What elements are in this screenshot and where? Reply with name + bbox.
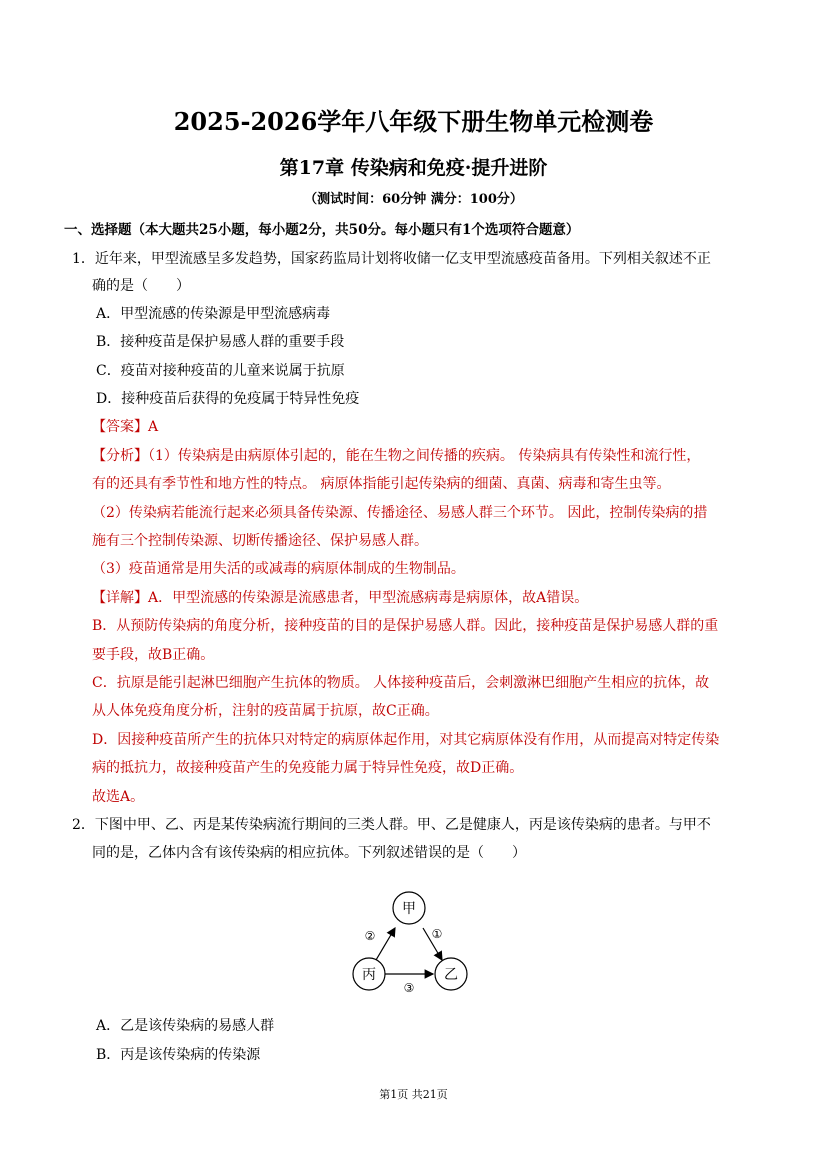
q2-stem-line1: 2．下图中甲、乙、丙是某传染病流行期间的三类人群。甲、乙是健康人，丙是该传染病的患者。与甲不 (72, 817, 711, 833)
node-jia-label: 甲 (402, 901, 416, 917)
page-number: 第1页 共21页 (379, 1088, 448, 1101)
transmission-diagram (340, 888, 480, 998)
node-bing-label: 丙 (362, 967, 376, 983)
edge-label-3: ③ (403, 981, 415, 995)
q1-option-b: B．接种疫苗是保护易感人群的重要手段 (96, 334, 345, 350)
q1-stem-line2: 确的是（ ） (92, 278, 190, 294)
q1-detail-line: 要手段，故B正确。 (92, 647, 215, 663)
q1-detail-line: 从人体免疫角度分析，注射的疫苗属于抗原，故C正确。 (92, 703, 439, 719)
q1-option-a: A．甲型流感的传染源是甲型流感病毒 (96, 306, 331, 322)
chapter-subtitle: 第17章 传染病和免疫·提升进阶 (279, 157, 548, 179)
q1-option-d: D．接种疫苗后获得的免疫属于特异性免疫 (96, 391, 360, 407)
q1-answer: 【答案】A (92, 419, 159, 435)
q2-stem-line2: 同的是，乙体内含有该传染病的相应抗体。下列叙述错误的是（ ） (92, 845, 526, 861)
q1-detail-line: 【详解】A．甲型流感的传染源是流感患者，甲型流感病毒是病原体，故A错误。 (92, 590, 589, 606)
page-title: 2025-2026学年八年级下册生物单元检测卷 (173, 107, 654, 136)
q1-detail-line: C．抗原是能引起淋巴细胞产生抗体的物质。 人体接种疫苗后，会刺激淋巴细胞产生相应的抗体，故 (92, 675, 710, 691)
q1-analysis-line: （2）传染病若能流行起来必须具备传染源、传播途径、易感人群三个环节。 因此，控制传染病的措 (92, 505, 708, 521)
q1-analysis-line: 施有三个控制传染源、切断传播途径、保护易感人群。 (92, 533, 428, 549)
q1-detail-line: 故选A。 (92, 789, 145, 805)
q2-option-a: A．乙是该传染病的易感人群 (96, 1018, 275, 1034)
q1-detail-line: B．从预防传染病的角度分析，接种疫苗的目的是保护易感人群。因此，接种疫苗是保护易感人群的重 (92, 618, 719, 634)
edge-label-1: ① (431, 927, 443, 941)
q1-detail-line: D．因接种疫苗所产生的抗体只对特定的病原体起作用，对其它病原体没有作用，从而提高对特定传染 (92, 732, 720, 748)
node-yi-label: 乙 (444, 967, 458, 983)
test-meta: （测试时间：60分钟 满分：100分） (304, 192, 523, 207)
q1-stem-line1: 1．近年来，甲型流感呈多发趋势，国家药监局计划将收储一亿支甲型流感疫苗备用。下列相关叙述不正 (72, 251, 711, 267)
section-heading: 一、选择题（本大题共25小题，每小题2分，共50分。每小题只有1个选项符合题意） (64, 222, 580, 238)
q1-option-c: C．疫苗对接种疫苗的儿童来说属于抗原 (96, 363, 345, 379)
q1-analysis-line: 有的还具有季节性和地方性的特点。 病原体指能引起传染病的细菌、真菌、病毒和寄生虫等。 (92, 476, 671, 492)
q1-analysis-line: （3）疫苗通常是用失活的或减毒的病原体制成的生物制品。 (92, 561, 465, 577)
q1-analysis-line: 【分析】（1）传染病是由病原体引起的，能在生物之间传播的疾病。 传染病具有传染性和流行性， (92, 448, 701, 464)
q2-option-b: B．丙是该传染病的传染源 (96, 1047, 261, 1063)
arrow-bing-to-jia (376, 928, 395, 960)
q1-detail-line: 病的抵抗力，故接种疫苗产生的免疫能力属于特异性免疫，故D正确。 (92, 760, 524, 776)
edge-label-2: ② (364, 929, 376, 943)
